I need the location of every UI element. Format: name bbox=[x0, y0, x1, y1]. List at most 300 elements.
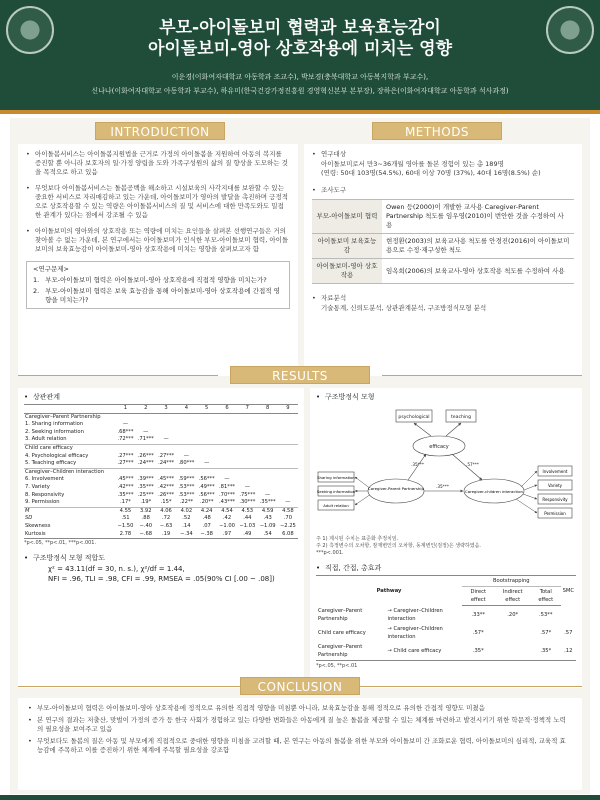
tool-name: 아이돌보미-영아 상호작용 bbox=[312, 259, 382, 284]
correlation-cell bbox=[257, 484, 277, 492]
correlation-row bbox=[24, 429, 298, 437]
correlation-cell bbox=[217, 413, 237, 421]
correlation-cell: .26*** bbox=[158, 491, 175, 498]
correlation-cell bbox=[197, 444, 217, 452]
correlation-row-label: 7. Variety bbox=[25, 483, 50, 490]
results-heading: RESULTS bbox=[230, 366, 370, 384]
tool-desc: 현정환(2003)의 보육교사용 척도를 안경진(2016)이 아이돌보미용으로 수정·재구성한 척도 bbox=[382, 234, 574, 259]
tool-row bbox=[312, 200, 574, 234]
effects-direct: .33** bbox=[471, 611, 485, 618]
sem-diagram bbox=[316, 404, 576, 532]
effects-from: Caregiver–Parent Partnership bbox=[318, 607, 363, 622]
correlation-cell bbox=[237, 468, 257, 476]
correlation-row-label: Skewness bbox=[25, 522, 51, 529]
tool-desc: Owen 등(2000)이 개발한 교사용 Caregiver-Parent Partnership 척도를 임우영(2010)이 번안한 것을 수정하여 사용 bbox=[382, 200, 574, 234]
correlation-cell: .48 bbox=[202, 515, 211, 522]
correlation-row-label: 9. Permission bbox=[25, 499, 60, 506]
correlation-cell: −.68 bbox=[136, 531, 156, 539]
tool-row bbox=[312, 234, 574, 259]
correlation-cell bbox=[197, 436, 217, 444]
correlation-cell: .19 bbox=[156, 531, 176, 539]
correlation-column-header: 5 bbox=[197, 405, 217, 414]
effects-head-bootstrapping: Bootstrapping bbox=[462, 576, 561, 587]
poster-title-line1: 부모-아이돌보미 협력과 보육효능감이 bbox=[159, 18, 441, 38]
correlation-column-header: 8 bbox=[257, 405, 277, 414]
correlation-row bbox=[24, 421, 298, 429]
research-questions-title: <연구문제> bbox=[33, 265, 70, 273]
effects-table bbox=[316, 575, 576, 661]
correlation-row bbox=[24, 413, 298, 421]
correlation-cell bbox=[176, 421, 196, 429]
correlation-row-label: 8. Responsivity bbox=[25, 491, 65, 498]
correlation-cell: 4.55 bbox=[115, 507, 135, 515]
effects-to: → Caregiver–Children interaction bbox=[387, 625, 443, 640]
subject-text: 아이돌보미로서 만3~36개월 영아를 돌본 경험이 있는 총 189명 bbox=[321, 160, 504, 168]
correlation-cell: .88 bbox=[141, 515, 150, 522]
correlation-cell: −.38 bbox=[197, 531, 217, 539]
research-questions-box bbox=[26, 261, 290, 309]
correlation-cell: .71*** bbox=[137, 436, 154, 443]
correlation-cell bbox=[197, 421, 217, 429]
correlation-cell: −1.00 bbox=[219, 522, 235, 529]
correlation-cell: 4.54 bbox=[217, 507, 237, 515]
university-seal-icon bbox=[546, 6, 594, 54]
correlation-cell: .15* bbox=[160, 499, 172, 506]
correlation-row-label: Caregiver–Children interaction bbox=[24, 468, 115, 476]
poster-title-line2: 아이돌보미-영아 상호작용에 미치는 영향 bbox=[148, 39, 452, 59]
correlation-cell: −2.25 bbox=[279, 522, 296, 529]
correlation-row bbox=[24, 492, 298, 500]
correlation-cell bbox=[237, 413, 257, 421]
correlation-cell: .27*** bbox=[117, 452, 134, 459]
correlation-cell bbox=[136, 413, 156, 421]
correlation-cell: .49*** bbox=[198, 483, 215, 490]
correlation-cell: — bbox=[183, 452, 189, 459]
diagram-box-psychological bbox=[396, 410, 432, 422]
correlation-cell bbox=[278, 453, 298, 461]
correlation-cell bbox=[257, 421, 277, 429]
diagram-indicators-left bbox=[317, 472, 356, 510]
correlation-cell: −.34 bbox=[176, 531, 196, 539]
correlation-cell: .43*** bbox=[219, 499, 236, 506]
correlation-cell: — bbox=[143, 428, 149, 435]
correlation-cell: .56*** bbox=[198, 476, 215, 483]
results-rule-right bbox=[382, 375, 582, 376]
correlation-cell bbox=[197, 429, 217, 437]
correlation-cell bbox=[115, 413, 135, 421]
correlation-cell: .70*** bbox=[219, 491, 236, 498]
correlation-cell: .25*** bbox=[137, 491, 154, 498]
correlation-cell: .19* bbox=[140, 499, 152, 506]
correlation-cell: .59*** bbox=[178, 476, 195, 483]
correlation-cell: .49 bbox=[237, 531, 257, 539]
correlation-cell: .24*** bbox=[137, 460, 154, 467]
effects-to: → Caregiver–Children interaction bbox=[387, 607, 443, 622]
correlation-cell bbox=[156, 429, 176, 437]
fit-line2: NFI = .96, TLI = .98, CFI = .99, RMSEA = .05(90% CI [.00 ~ .08]) bbox=[48, 575, 275, 584]
correlation-cell: — bbox=[122, 421, 129, 428]
correlation-column-header: 9 bbox=[278, 405, 298, 414]
diagram-label-sharing: Sharing information bbox=[317, 475, 355, 480]
correlation-row bbox=[24, 531, 298, 539]
intro-bullet: • 아이돌보미의 영아와의 상호작용 또는 역량에 미치는 요인들을 살펴본 선행연구들은 거의 찾아볼 수 없는 가운데, 본 연구에서는 아이돌보미가 인식한 부모-아이돌보미 협력, 아이돌보미의 보육효능감이 아이돌보미-영아 상호작용에 미치는 영향을 살펴보고자 함 bbox=[26, 227, 290, 254]
effects-direct: .57* bbox=[472, 629, 484, 636]
tool-desc: 임옥희(2006)의 보육교사-영아 상호작용 척도를 수정하여 사용 bbox=[382, 259, 574, 284]
diagram-label-psychological: psychological bbox=[398, 415, 430, 420]
effects-total: .57* bbox=[540, 629, 552, 636]
correlation-cell: 4.59 bbox=[257, 507, 277, 515]
correlation-cell bbox=[217, 444, 237, 452]
intro-bullet: • 아이돌봄서비스는 아이돌봄지원법을 근거로 가정의 아이돌봄을 지원하여 아동의 복지를 증진할 뿐 아니라 보호자의 일·가정 양립을 도와 가족구성원의 삶의 질 향상을 도모하는 것을 목적으로 하고 있음 bbox=[26, 150, 290, 177]
correlation-cell bbox=[237, 453, 257, 461]
methods-panel bbox=[304, 144, 582, 376]
correlation-cell: .81*** bbox=[219, 483, 236, 490]
correlation-row-label: 2. Seeking information bbox=[25, 428, 84, 435]
correlation-cell bbox=[197, 468, 217, 476]
fit-line1: χ² = 43.11(df = 30, n. s.), χ²/df = 1.44, bbox=[48, 565, 185, 574]
correlation-cell: — bbox=[244, 483, 250, 490]
correlation-cell bbox=[176, 436, 196, 444]
correlation-cell: .43 bbox=[263, 515, 272, 522]
diagram-label-involvement: Involvement bbox=[542, 469, 568, 474]
diagram-ellipse-efficacy bbox=[413, 436, 465, 456]
question-number: 2. bbox=[33, 287, 40, 295]
effects-direct: .35* bbox=[462, 642, 494, 661]
correlation-row-label: 3. Adult relation bbox=[25, 436, 67, 443]
correlation-row-label: M bbox=[24, 507, 115, 515]
analysis-label: • 자료분석 bbox=[312, 294, 574, 303]
correlation-cell: .20** bbox=[199, 499, 214, 506]
methods-heading: METHODS bbox=[372, 122, 502, 140]
correlation-row bbox=[24, 484, 298, 492]
correlation-cell: .75*** bbox=[239, 491, 256, 498]
correlation-cell bbox=[237, 460, 257, 468]
correlation-cell: .45*** bbox=[117, 476, 134, 483]
correlation-column-header: 3 bbox=[156, 405, 176, 414]
correlation-row-label: Kurtosis bbox=[24, 531, 115, 539]
correlation-column-header: 7 bbox=[237, 405, 257, 414]
correlation-cell: — bbox=[204, 460, 210, 467]
correlation-cell: 3.92 bbox=[136, 507, 156, 515]
correlation-cell: — bbox=[265, 491, 271, 498]
correlation-column-header: 2 bbox=[136, 405, 156, 414]
diagram-box-teaching bbox=[446, 410, 476, 422]
correlation-cell: .72 bbox=[161, 515, 171, 522]
diagram-ellipse-partnership bbox=[368, 479, 424, 503]
correlation-cell bbox=[217, 421, 237, 429]
correlation-cell bbox=[278, 421, 298, 429]
correlation-cell bbox=[257, 413, 277, 421]
effects-smc bbox=[561, 606, 576, 624]
tools-label: • 조사도구 bbox=[312, 186, 574, 195]
effects-total: .35* bbox=[531, 642, 561, 661]
diagram-label-interaction: Caregiver-children interaction bbox=[465, 489, 523, 494]
diagram-path-coef: .35*** bbox=[411, 462, 424, 467]
correlation-cell bbox=[217, 436, 237, 444]
correlation-cell bbox=[217, 468, 237, 476]
diagram-indicators-right bbox=[538, 466, 572, 518]
diagram-ellipse-interaction bbox=[464, 479, 524, 503]
correlation-cell: 4.24 bbox=[197, 507, 217, 515]
diagram-label-responsivity: Responsivity bbox=[542, 497, 568, 502]
effects-to: → Child care efficacy bbox=[386, 642, 463, 661]
effects-row bbox=[316, 642, 576, 661]
correlation-cell bbox=[176, 468, 196, 476]
correlation-cell: .97 bbox=[217, 531, 237, 539]
correlation-cell bbox=[115, 468, 135, 476]
correlation-cell bbox=[156, 413, 176, 421]
question-text: 부모-아이돌보미 협력은 보육 효능감을 통해 아이돌보미-영아 상호작용에 간접적 영향을 미치는가? bbox=[45, 287, 280, 304]
correlation-row bbox=[24, 523, 298, 531]
tool-name: 부모-아이돌보미 협력 bbox=[312, 200, 382, 234]
correlation-cell: .56*** bbox=[198, 491, 215, 498]
correlation-cell bbox=[197, 413, 217, 421]
correlation-cell: −1.50 bbox=[117, 522, 134, 529]
correlation-body bbox=[24, 413, 298, 539]
correlation-row-label: Child care efficacy bbox=[24, 444, 115, 452]
correlation-cell bbox=[257, 444, 277, 452]
correlation-cell: .35*** bbox=[117, 491, 134, 498]
correlation-cell bbox=[136, 444, 156, 452]
correlation-cell: .54 bbox=[257, 531, 277, 539]
correlation-cell: .45*** bbox=[158, 476, 175, 483]
correlation-cell bbox=[176, 413, 196, 421]
correlation-cell bbox=[278, 492, 298, 500]
correlation-row bbox=[24, 468, 298, 476]
correlation-cell: .26*** bbox=[137, 452, 154, 459]
correlation-cell bbox=[257, 460, 277, 468]
correlation-cell: 4.53 bbox=[237, 507, 257, 515]
correlation-cell: — bbox=[163, 436, 169, 443]
correlation-cell: .53*** bbox=[178, 483, 195, 490]
correlation-cell: .22** bbox=[179, 499, 194, 506]
correlation-header-row bbox=[24, 405, 298, 414]
correlation-row-label: SD bbox=[25, 515, 33, 522]
effects-head-smc: SMC bbox=[561, 576, 576, 606]
correlation-cell bbox=[278, 436, 298, 444]
correlation-cell bbox=[257, 476, 277, 484]
analysis-text: 기술통계, 신뢰도분석, 상관관계분석, 구조방정식모형 분석 bbox=[321, 304, 487, 312]
effects-from: Child care efficacy bbox=[318, 629, 366, 636]
correlation-cell: .68*** bbox=[117, 428, 134, 435]
conclusion-bullet: • 부모-아이돌보미 협력은 아이돌보미-영아 상호작용에 정적으로 유의한 직접적 영향을 미침뿐 아니라, 보육효능감을 통해 정적으로 유의한 간접적 영향도 미쳤음 bbox=[28, 704, 572, 713]
correlation-cell bbox=[237, 429, 257, 437]
correlation-cell bbox=[278, 468, 298, 476]
effects-indirect bbox=[494, 624, 531, 642]
diagram-label-partnership: Caregiver-Parent Partnership bbox=[368, 486, 424, 491]
subject-label: • 연구대상 bbox=[312, 150, 574, 159]
correlation-cell bbox=[278, 429, 298, 437]
correlation-cell: .35*** bbox=[137, 483, 154, 490]
correlation-cell: — bbox=[224, 476, 230, 483]
correlation-row-label: 5. Teaching efficacy bbox=[25, 460, 77, 467]
effects-indirect bbox=[494, 642, 531, 661]
correlation-column-header: 1 bbox=[115, 405, 135, 414]
question-text: 부모-아이돌보미 협력은 아이돌보미-영아 상호작용에 직접적 영향을 미치는가? bbox=[45, 276, 267, 284]
correlation-cell: 4.02 bbox=[176, 507, 196, 515]
introduction-heading: INTRODUCTION bbox=[95, 122, 225, 140]
model-note: 주 2) 측정변수의 오차항, 잠재변인의 오차항, 동계변인(검정)은 생략하였음. bbox=[316, 543, 481, 549]
subject-detail: (연령: 50대 103명(54.5%), 60대 이상 70명 (37%), 40대 16명(8.5%) 순) bbox=[321, 169, 541, 177]
correlation-cell bbox=[237, 444, 257, 452]
correlation-cell: 2.78 bbox=[115, 531, 135, 539]
correlation-cell: .24*** bbox=[158, 460, 175, 467]
correlation-cell: 4.06 bbox=[156, 507, 176, 515]
results-rule-left bbox=[18, 375, 218, 376]
diagram-label-permission: Permission bbox=[544, 511, 566, 516]
correlation-cell bbox=[156, 421, 176, 429]
correlation-row-label: 4. Psychological efficacy bbox=[25, 452, 89, 459]
correlation-cell bbox=[278, 476, 298, 484]
diagram-label-variety: Variety bbox=[547, 483, 563, 488]
effects-head-direct: Direct effect bbox=[462, 587, 494, 606]
correlation-column-header: 6 bbox=[217, 405, 237, 414]
correlation-note: *p<.05, **p<.01, ***p<.001. bbox=[24, 540, 97, 547]
correlation-cell: .44 bbox=[243, 515, 252, 522]
question-number: 1. bbox=[33, 276, 40, 284]
effects-row bbox=[316, 624, 576, 642]
correlation-cell: .35*** bbox=[259, 499, 276, 506]
conclusion-panel bbox=[18, 698, 582, 790]
conclusion-bullet: • 본 연구의 결과는 저출산, 맞벌이 가정의 증가 등 한국 사회가 경험하고 있는 다양한 변화들은 아동에게 질 높은 돌봄을 제공할 수 있는 체계를 마련하고 발전시키기 위한 학문적·정책적 노력의 필요성을 보여주고 있음 bbox=[28, 716, 572, 734]
effects-head-total: Total effect bbox=[531, 587, 561, 606]
correlation-cell bbox=[237, 421, 257, 429]
effects-from: Caregiver–Parent Partnership bbox=[316, 642, 386, 661]
model-label: • 구조방정식 모형 bbox=[316, 392, 576, 402]
correlation-cell: −.40 bbox=[139, 522, 153, 529]
correlation-cell bbox=[257, 436, 277, 444]
diagram-label-seeking: Seeking information bbox=[316, 489, 356, 494]
correlation-cell: .42*** bbox=[117, 483, 134, 490]
correlation-column-header: 4 bbox=[176, 405, 196, 414]
research-question bbox=[33, 287, 283, 305]
effects-note: *p<.05, **p<.01 bbox=[316, 662, 358, 669]
correlation-cell: .42 bbox=[222, 515, 232, 522]
correlation-row bbox=[24, 436, 298, 444]
correlation-cell: .30*** bbox=[239, 499, 256, 506]
correlation-row-label: 6. Involvement bbox=[25, 476, 64, 483]
correlation-cell bbox=[278, 460, 298, 468]
correlation-cell bbox=[136, 468, 156, 476]
correlation-cell: .70 bbox=[283, 515, 293, 522]
correlation-cell bbox=[237, 476, 257, 484]
correlation-cell bbox=[257, 429, 277, 437]
correlation-row bbox=[24, 515, 298, 523]
tool-name: 아이돌보미 보육효능감 bbox=[312, 234, 382, 259]
correlation-cell: .07 bbox=[202, 522, 211, 529]
correlation-row bbox=[24, 444, 298, 452]
correlation-row bbox=[24, 460, 298, 468]
correlation-cell: −.63 bbox=[159, 522, 173, 529]
correlation-cell bbox=[217, 460, 237, 468]
effects-head-pathway: Pathway bbox=[316, 576, 462, 606]
correlation-cell bbox=[156, 444, 176, 452]
correlation-cell: .42*** bbox=[158, 483, 175, 490]
tools-table bbox=[312, 199, 574, 284]
model-note: ***p<.001. bbox=[316, 550, 344, 556]
correlation-cell: — bbox=[285, 499, 291, 506]
effects-head-indirect: Indirect effect bbox=[494, 587, 531, 606]
correlation-column-header bbox=[24, 405, 115, 414]
diagram-path-coef: .35*** bbox=[436, 484, 449, 489]
correlation-cell: −1.03 bbox=[239, 522, 256, 529]
correlation-cell: .51 bbox=[121, 515, 130, 522]
correlation-table bbox=[24, 404, 298, 539]
correlation-cell bbox=[217, 453, 237, 461]
correlation-cell bbox=[156, 468, 176, 476]
correlation-label: • 상관관계 bbox=[24, 392, 298, 402]
conclusion-heading: CONCLUSION bbox=[240, 677, 360, 695]
poster-footer-bar bbox=[0, 795, 600, 800]
diagram-label-efficacy: efficacy bbox=[429, 444, 449, 450]
research-question bbox=[33, 276, 283, 285]
correlation-cell bbox=[278, 484, 298, 492]
fit-label: • 구조방정식 모형 적합도 bbox=[24, 553, 298, 563]
correlation-row bbox=[24, 476, 298, 484]
conclusion-rule-left bbox=[18, 686, 240, 687]
correlation-cell bbox=[176, 444, 196, 452]
correlation-cell bbox=[257, 453, 277, 461]
correlation-cell: .17* bbox=[120, 499, 131, 506]
authors-line2: 신나나(이화여자대학교 아동학과 부교수), 하유미(한국건강가정진흥원 경영혁신본부 본부장), 장하은(이화여자대학교 아동학과 석사과정) bbox=[91, 87, 509, 95]
correlation-cell: .53*** bbox=[178, 491, 195, 498]
header-accent-bar bbox=[0, 110, 600, 114]
model-note: 주 1) 제시된 수치는 표준화 추정치임. bbox=[316, 536, 399, 542]
correlation-row bbox=[24, 453, 298, 461]
correlation-cell bbox=[278, 444, 298, 452]
correlation-row-label: Caregiver–Parent Partnership bbox=[24, 413, 115, 421]
effects-smc: .57 bbox=[564, 629, 573, 636]
diagram-label-teaching: teaching bbox=[451, 415, 471, 420]
results-right-panel bbox=[310, 388, 582, 688]
correlation-cell bbox=[136, 421, 156, 429]
authors-line1: 이운경(이화여자대학교 아동학과 조교수), 박보경(충북대학교 아동복지학과 부교수), bbox=[171, 73, 429, 81]
effects-indirect: .20* bbox=[507, 611, 519, 618]
correlation-cell: −1.09 bbox=[259, 522, 276, 529]
poster-header bbox=[0, 0, 600, 110]
correlation-row bbox=[24, 499, 298, 507]
correlation-cell: .14 bbox=[182, 522, 191, 529]
correlation-cell bbox=[278, 413, 298, 421]
diagram-label-adult: Adult relation bbox=[323, 503, 349, 508]
effects-total: .53** bbox=[539, 611, 553, 618]
correlation-cell: .27*** bbox=[117, 460, 134, 467]
university-seal-icon bbox=[6, 6, 54, 54]
introduction-panel bbox=[18, 144, 298, 376]
results-left-panel bbox=[18, 388, 304, 688]
conclusion-rule-right bbox=[360, 686, 582, 687]
correlation-cell bbox=[176, 429, 196, 437]
diagram-path-coef: .57*** bbox=[466, 462, 479, 467]
correlation-row bbox=[24, 507, 298, 515]
correlation-cell: .52 bbox=[182, 515, 191, 522]
conclusion-bullet: • 무엇보다도 돌봄의 질은 아동 및 부모에게 직접적으로 중대한 영향을 미침을 고려할 때, 본 연구는 아동의 돌봄을 위한 부모와 아이돌보미 간 조화로운 협력, 아이돌보미의 심리적, 교육적 효능감에 주목하고 이를 증진하기 위한 체계에 주목할 필요성을 강조함 bbox=[28, 737, 572, 755]
correlation-cell: .27*** bbox=[158, 452, 175, 459]
effects-label: • 직접, 간접, 총효과 bbox=[316, 563, 576, 573]
correlation-cell bbox=[115, 444, 135, 452]
correlation-cell bbox=[257, 468, 277, 476]
correlation-cell: .80*** bbox=[178, 460, 195, 467]
correlation-cell: 4.58 bbox=[278, 507, 298, 515]
correlation-cell: 6.08 bbox=[278, 531, 298, 539]
effects-row bbox=[316, 606, 576, 624]
correlation-cell: .72*** bbox=[117, 436, 134, 443]
effects-header-row bbox=[316, 576, 576, 587]
correlation-row-label: 1. Sharing information bbox=[25, 421, 84, 428]
correlation-cell bbox=[237, 436, 257, 444]
correlation-cell bbox=[217, 429, 237, 437]
intro-bullet: • 무엇보다 아이돌봄서비스는 돌봄공백을 해소하고 시설보육의 사각지대를 보완할 수 있는 중요한 서비스로 자리매김하고 있는 가운데, 아이돌보미가 영아의 발달을 촉진하며 긍정적으로 상호작용할 수 있는 역량은 아이돌봄서비스의 질 및 서비스에 대한 만족도와도 밀접한 관계가 있다는 점에서 강조될 수 있음 bbox=[26, 184, 290, 220]
